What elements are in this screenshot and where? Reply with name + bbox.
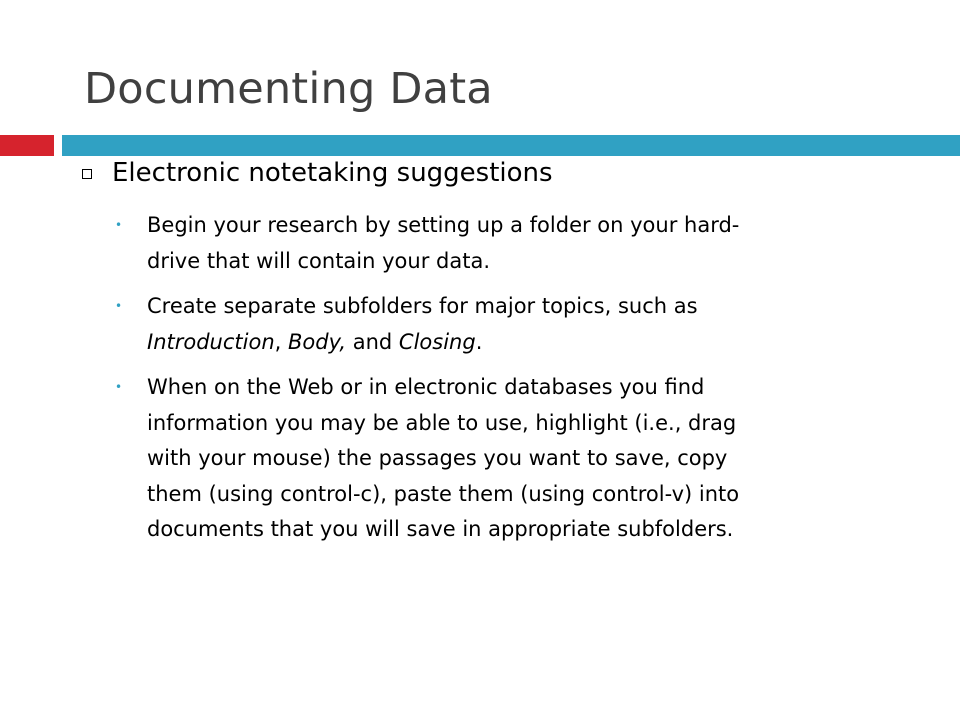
text-line: them (using control-c), paste them (using control-v) into: [147, 481, 740, 506]
text-line: documents that you will save in appropriate subfolders.: [147, 517, 734, 541]
list-item: [112, 289, 902, 360]
list-item-text: [147, 208, 902, 279]
list-item-text: [147, 370, 902, 548]
text-line: with your mouse) the passages you want to save, copy: [147, 446, 728, 470]
text-line: Begin your research by setting up a folder on your hard-: [147, 213, 740, 237]
text-period: .: [475, 329, 483, 354]
list-item: [112, 208, 902, 279]
list-item: [112, 370, 902, 548]
slide-title: Documenting Data: [84, 64, 493, 114]
text-line: [147, 325, 902, 361]
level1-bullet: [82, 154, 553, 192]
level1-text: Electronic notetaking suggestions: [112, 158, 553, 188]
accent-bar-red: [0, 135, 54, 156]
sub-bullet-list: [112, 208, 902, 558]
italic-introduction: Introduction: [147, 329, 275, 354]
list-item-text: [147, 289, 902, 360]
text-line: drive that will contain your data.: [147, 248, 490, 273]
accent-bar-blue: [62, 135, 960, 156]
bullet-dot-icon: •: [115, 380, 123, 394]
text-separator: ,: [274, 329, 288, 354]
text-line: Create separate subfolders for major topics, such as: [147, 294, 698, 318]
italic-body: Body,: [288, 329, 347, 354]
text-line: information you may be able to use, highlight (i.e., drag: [147, 410, 737, 435]
italic-closing: Closing: [398, 329, 476, 354]
bullet-dot-icon: •: [115, 218, 123, 232]
square-bullet-icon: [82, 169, 92, 179]
bullet-dot-icon: •: [115, 299, 123, 313]
text-and: and: [346, 329, 399, 354]
text-line: When on the Web or in electronic databases you find: [147, 375, 705, 399]
